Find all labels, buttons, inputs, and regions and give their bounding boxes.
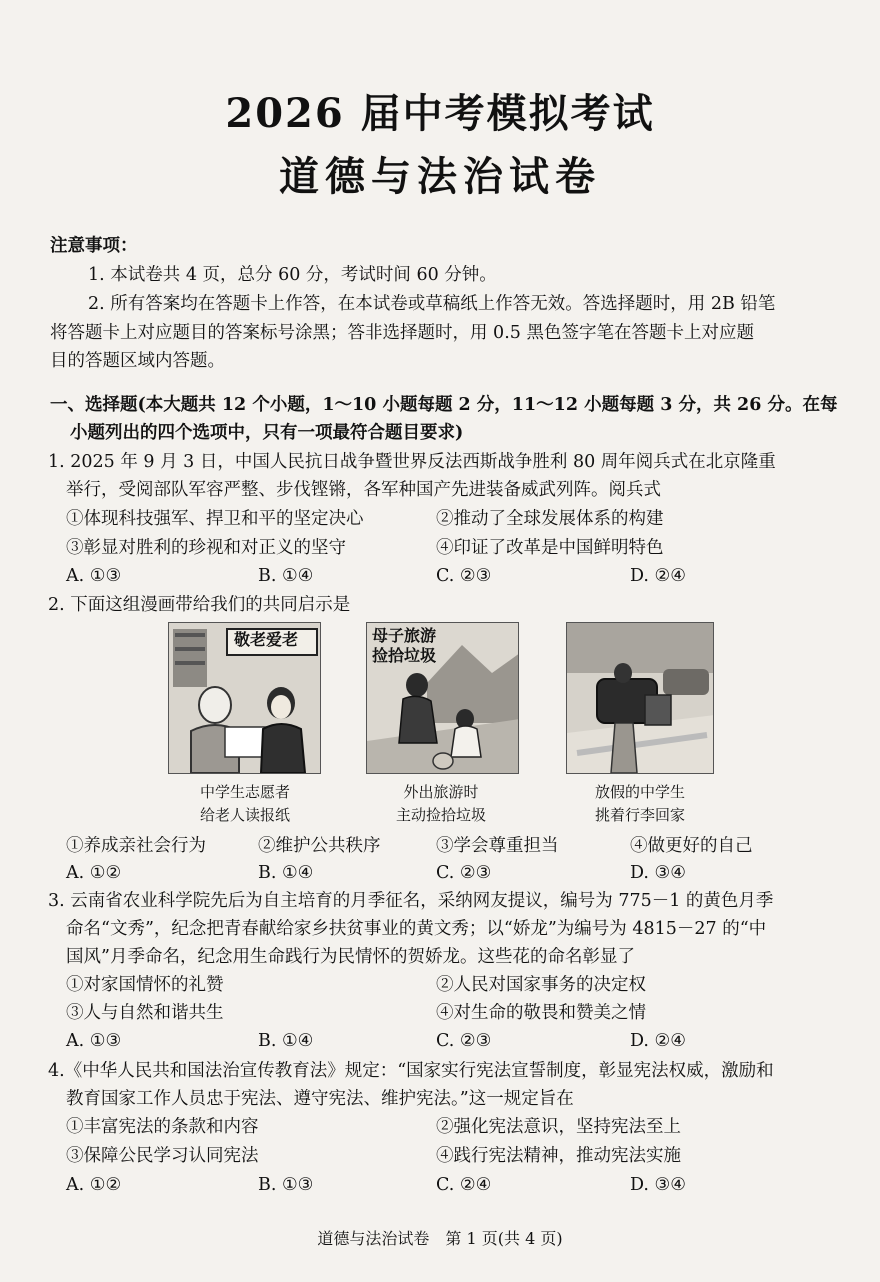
comic-panel-3 [566,622,714,774]
comic-3-illustration [567,623,714,774]
exam-title: 2026 届中考模拟考试 [225,90,655,137]
question-3-text-end: 国风”月季命名，纪念用生命践行为民情怀的贺娇龙。这些花的命名彰显了 [66,947,635,967]
comic-3-caption-line1: 放假的中学生 [594,783,685,801]
q4-statement-2: ②强化宪法意识，坚持宪法至上 [436,1117,681,1137]
q3-statement-3: ③人与自然和谐共生 [66,1003,224,1023]
q3-choice-b: B. ①④ [258,1031,314,1051]
comic-2-sign-line1: 母子旅游 [372,626,437,645]
notice-item-2-cont: 将答题卡上对应题目的答案标号涂黑；答非选择题时，用 0.5 黑色签字笔在答题卡上对应题 [50,323,754,343]
question-4-text-cont: 教育国家工作人员忠于宪法、遵守宪法、维护宪法。”这一规定旨在 [66,1089,574,1109]
question-1-text-cont: 举行，受阅部队军容严整、步伐铿锵，各军种国产先进装备威武列阵。阅兵式 [66,480,661,500]
q2-statement-2: ②维护公共秩序 [258,836,381,856]
q3-choice-d: D. ②④ [630,1031,686,1051]
q1-statement-2: ②推动了全球发展体系的构建 [436,509,664,529]
comic-2-sign-line2: 捡拾垃圾 [372,646,437,665]
q1-statement-4: ④印证了改革是中国鲜明特色 [436,538,664,558]
page-footer: 道德与法治试卷 第 1 页(共 4 页) [317,1229,563,1248]
q1-choice-d: D. ②④ [630,566,686,586]
comic-2-caption-line1: 外出旅游时 [403,783,479,801]
comic-1-sign: 敬老爱老 [234,630,299,649]
q4-statement-4: ④践行宪法精神，推动宪法实施 [436,1146,681,1166]
question-3-text-cont: 命名“文秀”，纪念把青春献给家乡扶贫事业的黄文秀；以“娇龙”为编号为 4815－27 的“中 [66,919,767,939]
notice-item-2-end: 目的答题区域内答题。 [50,351,225,371]
notice-item-2: 2. 所有答案均在答题卡上作答，在本试卷或草稿纸上作答无效。答选择题时，用 2B 铅笔 [88,294,776,314]
q4-choice-c: C. ②④ [436,1175,492,1195]
comic-1-caption-line1: 中学生志愿者 [199,783,290,801]
question-1-text: 1. 2025 年 9 月 3 日，中国人民抗日战争暨世界反法西斯战争胜利 80 周年阅兵式在北京隆重 [48,452,776,472]
q2-statement-1: ①养成亲社会行为 [66,836,206,856]
section-heading-cont: 小题列出的四个选项中，只有一项最符合题目要求) [70,423,464,443]
comic-3-caption-line2: 挑着行李回家 [594,806,685,824]
q1-choice-b: B. ①④ [258,566,314,586]
q1-statement-3: ③彰显对胜利的珍视和对正义的坚守 [66,538,346,558]
q4-choice-d: D. ③④ [630,1175,686,1195]
comic-1-caption-line2: 给老人读报纸 [199,806,290,824]
q2-statement-4: ④做更好的自己 [630,836,753,856]
q1-choice-a: A. ①③ [66,566,122,586]
question-2-text: 2. 下面这组漫画带给我们的共同启示是 [48,595,351,615]
comic-2-caption-line2: 主动捡拾垃圾 [395,806,486,824]
exam-subtitle: 道德与法治试卷 [279,153,601,200]
q2-choice-c: C. ②③ [436,863,492,883]
notice-item-1: 1. 本试卷共 4 页，总分 60 分，考试时间 60 分钟。 [88,265,497,285]
q4-choice-a: A. ①② [66,1175,122,1195]
q1-choice-c: C. ②③ [436,566,492,586]
question-3-text: 3. 云南省农业科学院先后为自主培育的月季征名，采纳网友提议，编号为 775－1 的黄色月季 [48,891,774,911]
q4-statement-3: ③保障公民学习认同宪法 [66,1146,259,1166]
q3-choice-c: C. ②③ [436,1031,492,1051]
q3-statement-4: ④对生命的敬畏和赞美之情 [436,1003,646,1023]
section-heading: 一、选择题(本大题共 12 个小题，1～10 小题每题 2 分，11～12 小题每题 3 分，共 26 分。在每 [50,395,838,415]
q2-choice-d: D. ③④ [630,863,686,883]
q4-statement-1: ①丰富宪法的条款和内容 [66,1117,259,1137]
q3-statement-2: ②人民对国家事务的决定权 [436,975,646,995]
question-4-text: 4.《中华人民共和国法治宣传教育法》规定：“国家实行宪法宣誓制度，彰显宪法权威，激励和 [48,1061,774,1081]
q2-choice-a: A. ①② [66,863,122,883]
q3-choice-a: A. ①③ [66,1031,122,1051]
q4-choice-b: B. ①③ [258,1175,314,1195]
notice-heading: 注意事项： [50,236,138,256]
q1-statement-1: ①体现科技强军、捍卫和平的坚定决心 [66,509,364,529]
q3-statement-1: ①对家国情怀的礼赞 [66,975,224,995]
q2-statement-3: ③学会尊重担当 [436,836,559,856]
q2-choice-b: B. ①④ [258,863,314,883]
